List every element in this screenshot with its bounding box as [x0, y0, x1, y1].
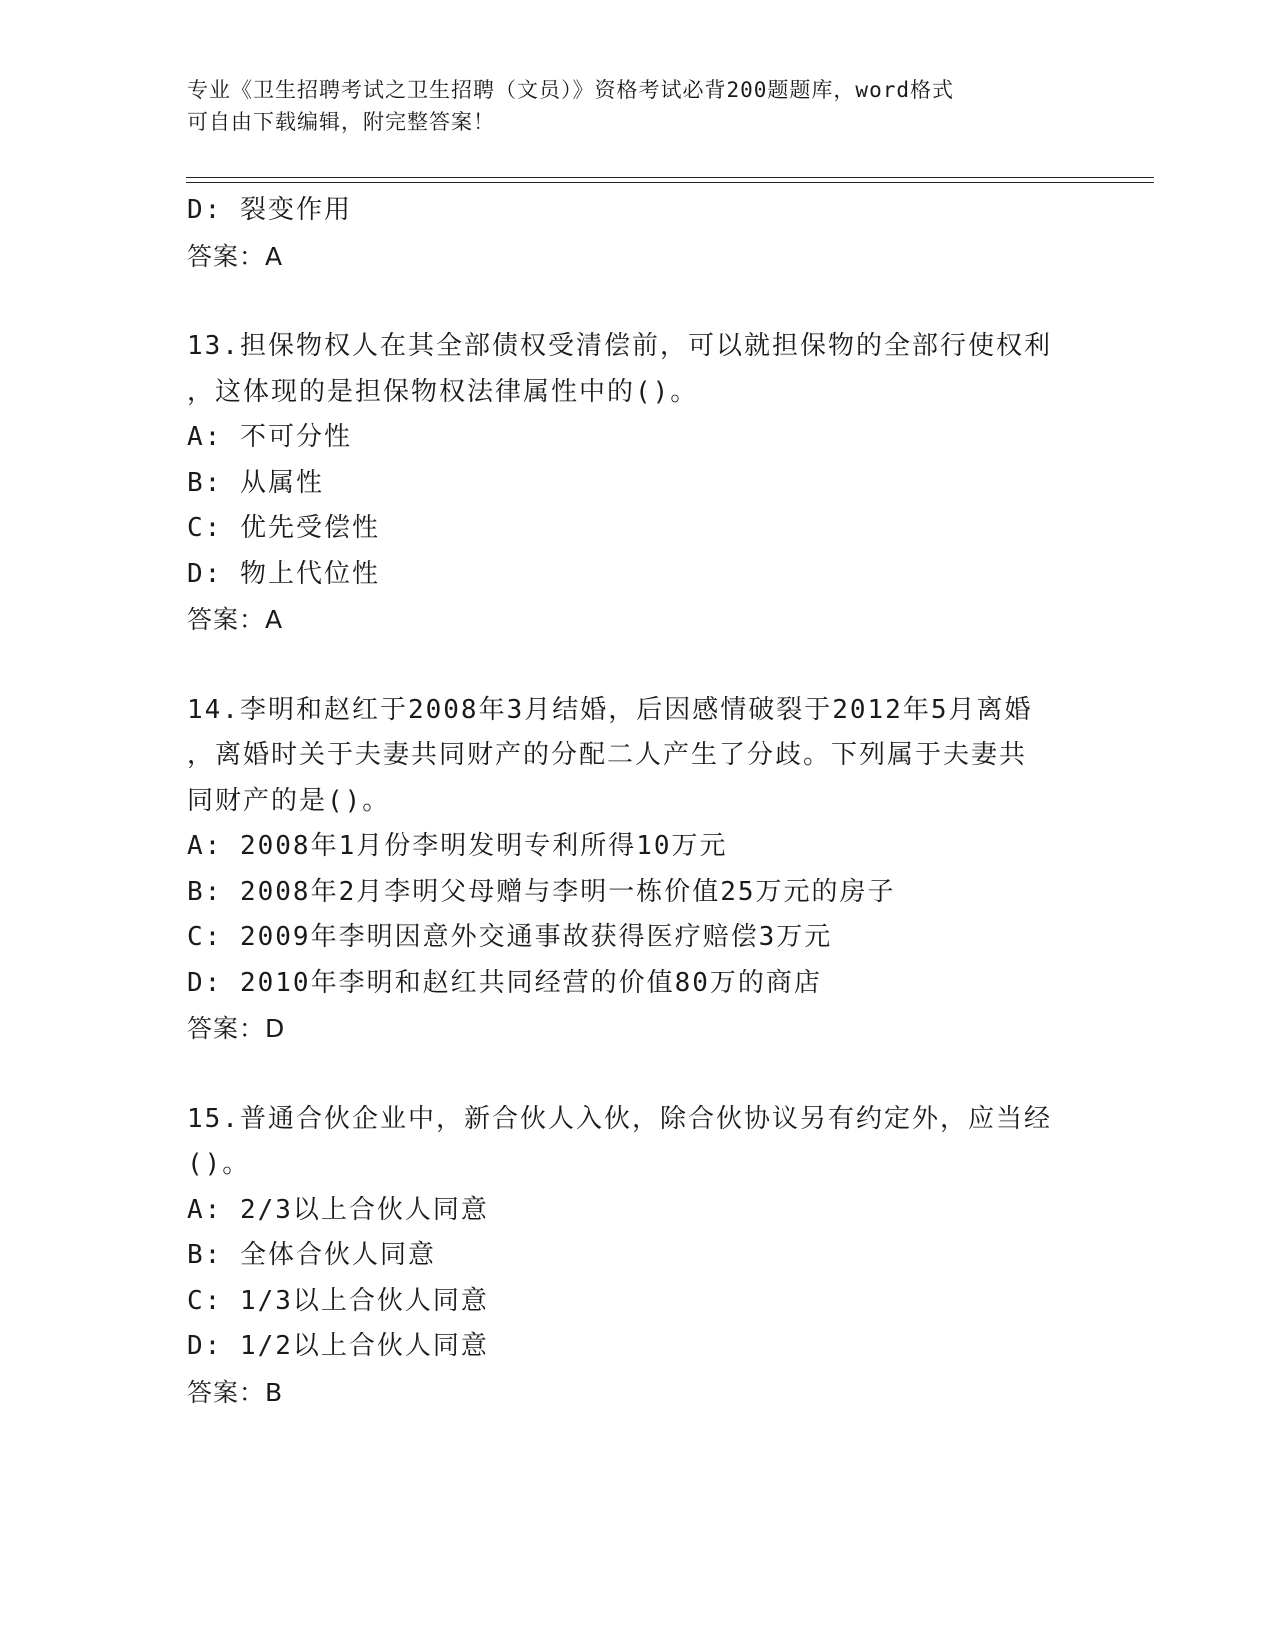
- spacer: [187, 643, 1087, 688]
- option-d: D: 2010年李明和赵红共同经营的价值80万的商店: [187, 967, 822, 998]
- header-divider-bottom: [186, 182, 1154, 183]
- question-stem-line: ，离婚时关于夫妻共同财产的分配二人产生了分歧。下列属于夫妻共: [187, 740, 1028, 770]
- question-stem-line: 同财产的是()。: [187, 785, 391, 816]
- option-c: C: 1/3以上合伙人同意: [187, 1285, 489, 1316]
- question-15: [187, 1097, 1087, 1416]
- option-b: B: 从属性: [187, 467, 324, 498]
- header-line-1: 专业《卫生招聘考试之卫生招聘（文员）》资格考试必背200题题库，word格式: [187, 78, 954, 102]
- question-14: [187, 688, 1087, 1052]
- option-b: B: 全体合伙人同意: [187, 1240, 436, 1270]
- option-b: B: 2008年2月李明父母赠与李明一栋价值25万元的房子: [187, 876, 896, 907]
- question-stem-line: ，这体现的是担保物权法律属性中的()。: [187, 376, 699, 407]
- option-d: D: 物上代位性: [187, 558, 380, 589]
- header-divider-top: [186, 177, 1154, 178]
- spacer: [187, 1052, 1087, 1097]
- option-d: D: 裂变作用: [187, 195, 352, 225]
- option-c: C: 优先受偿性: [187, 513, 380, 543]
- answer-line: 答案：A: [187, 605, 284, 634]
- option-d: D: 1/2以上合伙人同意: [187, 1331, 489, 1361]
- question-stem-line: 14.李明和赵红于2008年3月结婚，后因感情破裂于2012年5月离婚: [187, 694, 1033, 725]
- answer-line: 答案：A: [187, 241, 284, 271]
- question-list: [187, 188, 1087, 1415]
- header-line-2: 可自由下载编辑，附完整答案！: [187, 110, 495, 134]
- spacer: [187, 279, 1087, 324]
- question-stem-line: 13.担保物权人在其全部债权受清偿前，可以就担保物的全部行使权利: [187, 331, 1052, 361]
- question-stem-line: ()。: [187, 1149, 251, 1179]
- answer-line: 答案：D: [187, 1014, 286, 1043]
- option-a: A: 不可分性: [187, 422, 352, 452]
- question-13: [187, 324, 1087, 643]
- page-header: [187, 74, 1087, 138]
- previous-question-tail: [187, 188, 1087, 279]
- option-a: A: 2008年1月份李明发明专利所得10万元: [187, 831, 728, 861]
- question-stem-line: 15.普通合伙企业中，新合伙人入伙，除合伙协议另有约定外，应当经: [187, 1103, 1052, 1134]
- answer-line: 答案：B: [187, 1377, 284, 1407]
- option-a: A: 2/3以上合伙人同意: [187, 1194, 489, 1225]
- option-c: C: 2009年李明因意外交通事故获得医疗赔偿3万元: [187, 922, 833, 952]
